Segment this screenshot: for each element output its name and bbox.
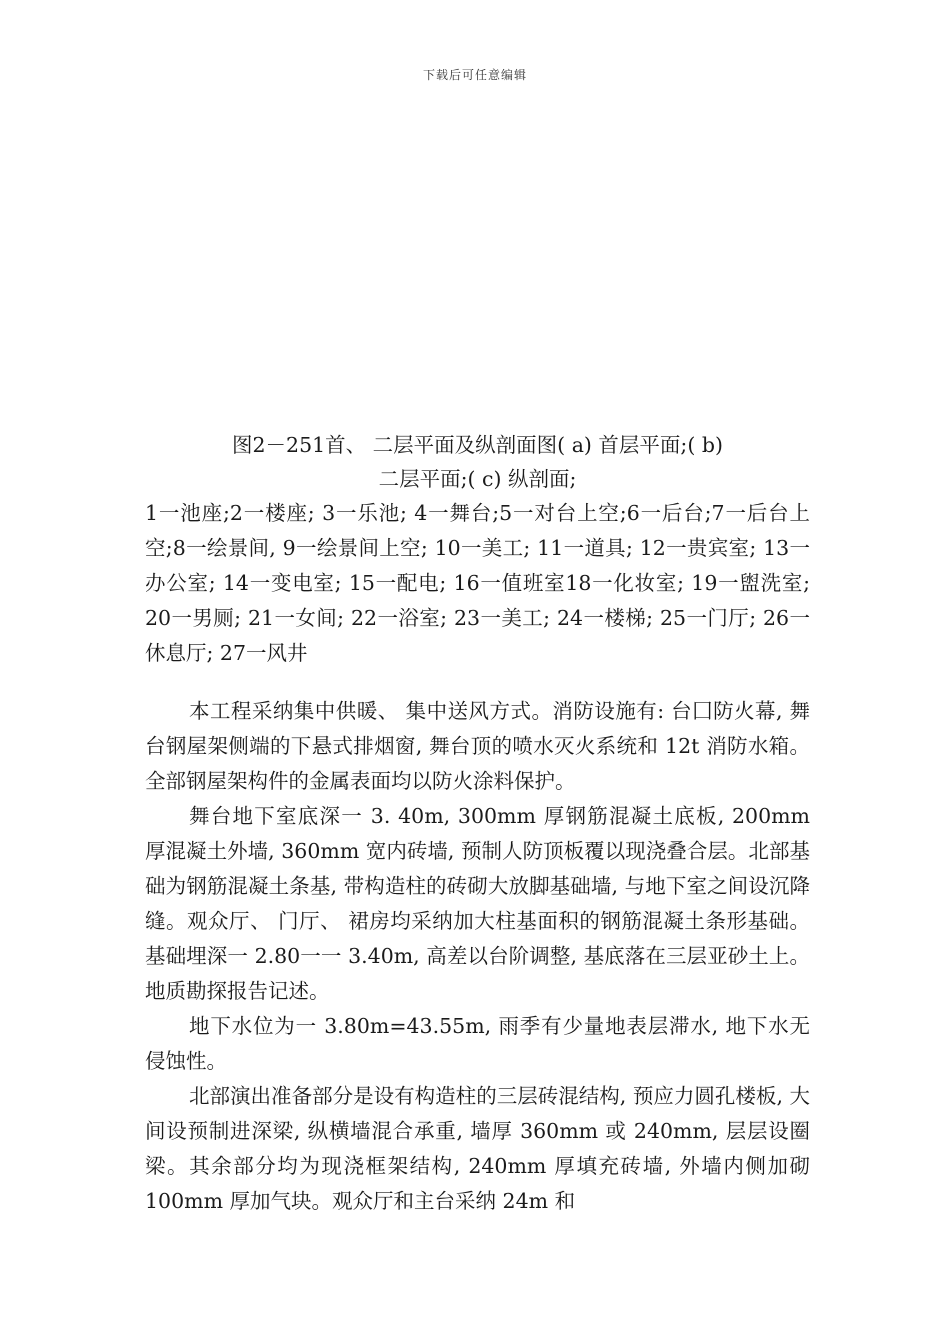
- page-header: 下载后可任意编辑: [422, 68, 527, 82]
- caption-title-line-2: 二层平面;( c) 纵剖面;: [378, 467, 577, 491]
- paragraph-groundwater: 地下水位为一 3.80m=43.55m, 雨季有少量地表层滞水, 地下水无侵蚀性。: [145, 1014, 810, 1073]
- paragraph-hvac-fire: 本工程采纳集中供暖、 集中送风方式。消防设施有: 台囗防火幕, 舞台钢屋架侧端的下悬式排烟窗, 舞台顶的喷水灭火系统和 12t 消防水箱。全部钢屋架构件的金属表面均以防火涂料保护。: [145, 699, 810, 793]
- body-text: [145, 694, 810, 1219]
- paragraph-foundation: 舞台地下室底深一 3. 40m, 300mm 厚钢筋混凝土底板, 200mm 厚混凝土外墙, 360mm 宽内砖墙, 预制人防顶板覆以现浇叠合层。北部基础为钢筋混凝土条基, 带构造柱的砖砌大放脚基础墙, 与地下室之间设沉降缝。观众厅、 门厅、 裙房均采纳加大柱基面积的钢筋混凝土条形基础。基础埋深一 2.80一一 3.40m, 高差以台阶调整, 基底落在三层亚砂土上。地质勘探报告记述。: [145, 804, 810, 1003]
- figure-legend: 1一池座;2一楼座; 3一乐池; 4一舞台;5一对台上空;6一后台;7一后台上空;8一绘景间, 9一绘景间上空; 10一美工; 11一道具; 12一贵宾室; 13一办公室; 14一变电室; 15一配电; 16一值班室18一化妆室; 19一盥洗室; 20一男厕; 21一女间; 22一浴室; 23一美工; 24一楼梯; 25一门厅; 26一休息厅; 27一风井: [145, 501, 810, 665]
- paragraph-structure: 北部演出准备部分是设有构造柱的三层砖混结构, 预应力圆孔楼板, 大间设预制进深梁, 纵横墙混合承重, 墙厚 360mm 或 240mm, 层层设圈梁。其余部分均为现浇框架结构, 240mm 厚填充砖墙, 外墙内侧加砌 100mm 厚加气块。观众厅和主台采纳 24m 和: [145, 1084, 810, 1213]
- caption-title-line-1: 图2－251首、 二层平面及纵剖面图( a) 首层平面;( b): [232, 433, 723, 457]
- figure-caption: [145, 428, 810, 671]
